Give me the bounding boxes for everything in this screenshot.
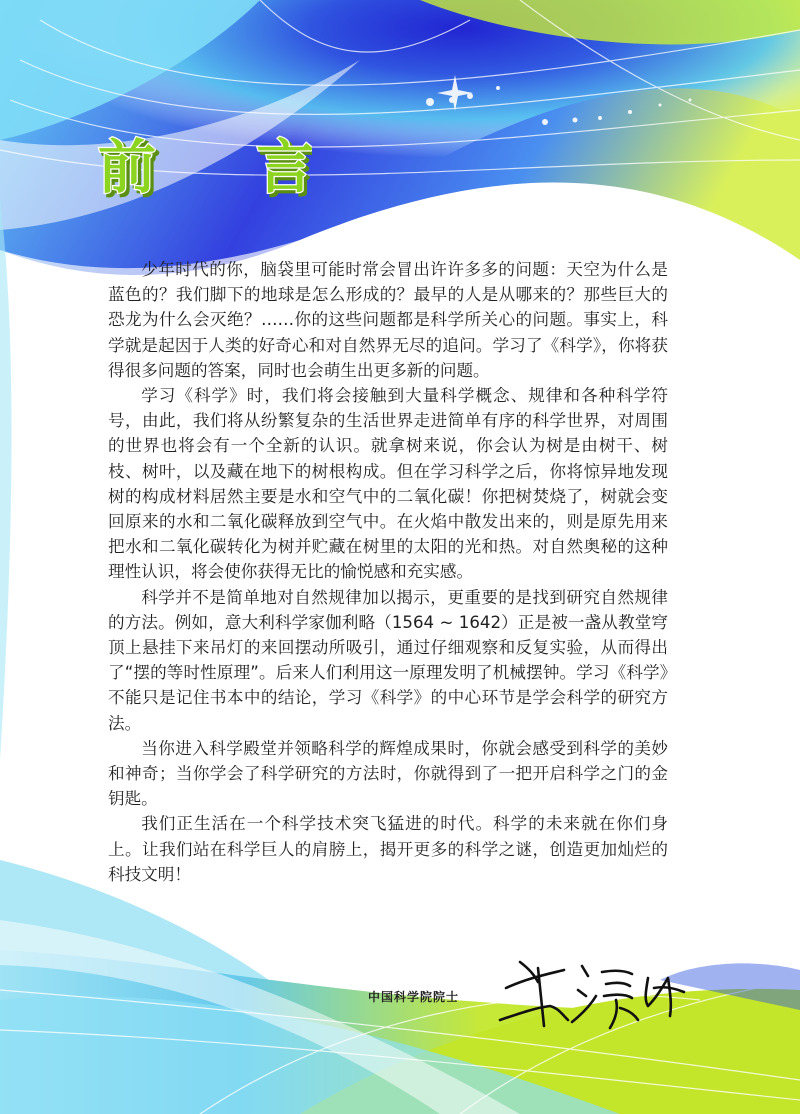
preface-body bbox=[108, 257, 668, 887]
handwritten-signature bbox=[498, 948, 688, 1038]
page-title bbox=[92, 125, 312, 205]
signature-title: 中国科学院院士 bbox=[368, 990, 460, 1004]
paragraph-1: 少年时代的你，脑袋里可能时常会冒出许许多多的问题：天空为什么是蓝色的？我们脚下的地球是怎么形成的？最早的人是从哪来的？那些巨大的恐龙为什么会灭绝？……你的这些问题都是科学所关心的问题。事实上，科学就是起因于人类的好奇心和对自然界无尽的追问。学习了《科学》，你将获得很多问题的答案，同时也会萌生出更多新的问题。 bbox=[108, 260, 668, 380]
paragraph-5: 我们正生活在一个科学技术突飞猛进的时代。科学的未来就在你们身上。让我们站在科学巨人的肩膀上，揭开更多的科学之谜，创造更加灿烂的科技文明！ bbox=[108, 814, 668, 884]
page-title-shadow: 前 bbox=[101, 136, 200, 204]
paragraph-3: 科学并不是简单地对自然规律加以揭示，更重要的是找到研究自然规律的方法。例如，意大利科学家伽利略（1564 ~ 1642）正是被一盏从教堂穹顶上悬挂下来吊灯的来回摆动所吸引，通过仔细观察和反复实验，从而得出了“摆的等时性原理”。后来人们利用这一原理发明了机械摆钟。学习《科学》不能只是记住书本中的结论，学习《科学》的中心环节是学会科学的研究方法。 bbox=[108, 587, 668, 733]
paragraph-4: 当你进入科学殿堂并领略科学的辉煌成果时，你就会感受到科学的美妙和神奇；当你学会了科学研究的方法时，你就得到了一把开启科学之门的金钥匙。 bbox=[108, 738, 668, 809]
page-title-text: 前 bbox=[98, 133, 197, 201]
signature-block bbox=[368, 948, 698, 1038]
paragraph-2: 学习《科学》时，我们将会接触到大量科学概念、规律和各种科学符号，由此，我们将从纷繁复杂的生活世界走进简单有序的科学世界，对周围的世界也将会有一个全新的认识。就拿树来说，你会认为树是由树干、树枝、树叶，以及藏在地下的树根构成。但在学习科学之后，你将惊异地发现树的构成材料居然主要是水和空气中的二氧化碳！你把树焚烧了，树就会变回原来的水和二氧化碳释放到空气中。在火焰中散发出来的，则是原先用来把水和二氧化碳转化为树并贮藏在树里的太阳的光和热。对自然奥秘的这种理性认识，将会使你获得无比的愉悦感和充实感。 bbox=[108, 386, 668, 582]
page-title-svg bbox=[92, 125, 312, 205]
